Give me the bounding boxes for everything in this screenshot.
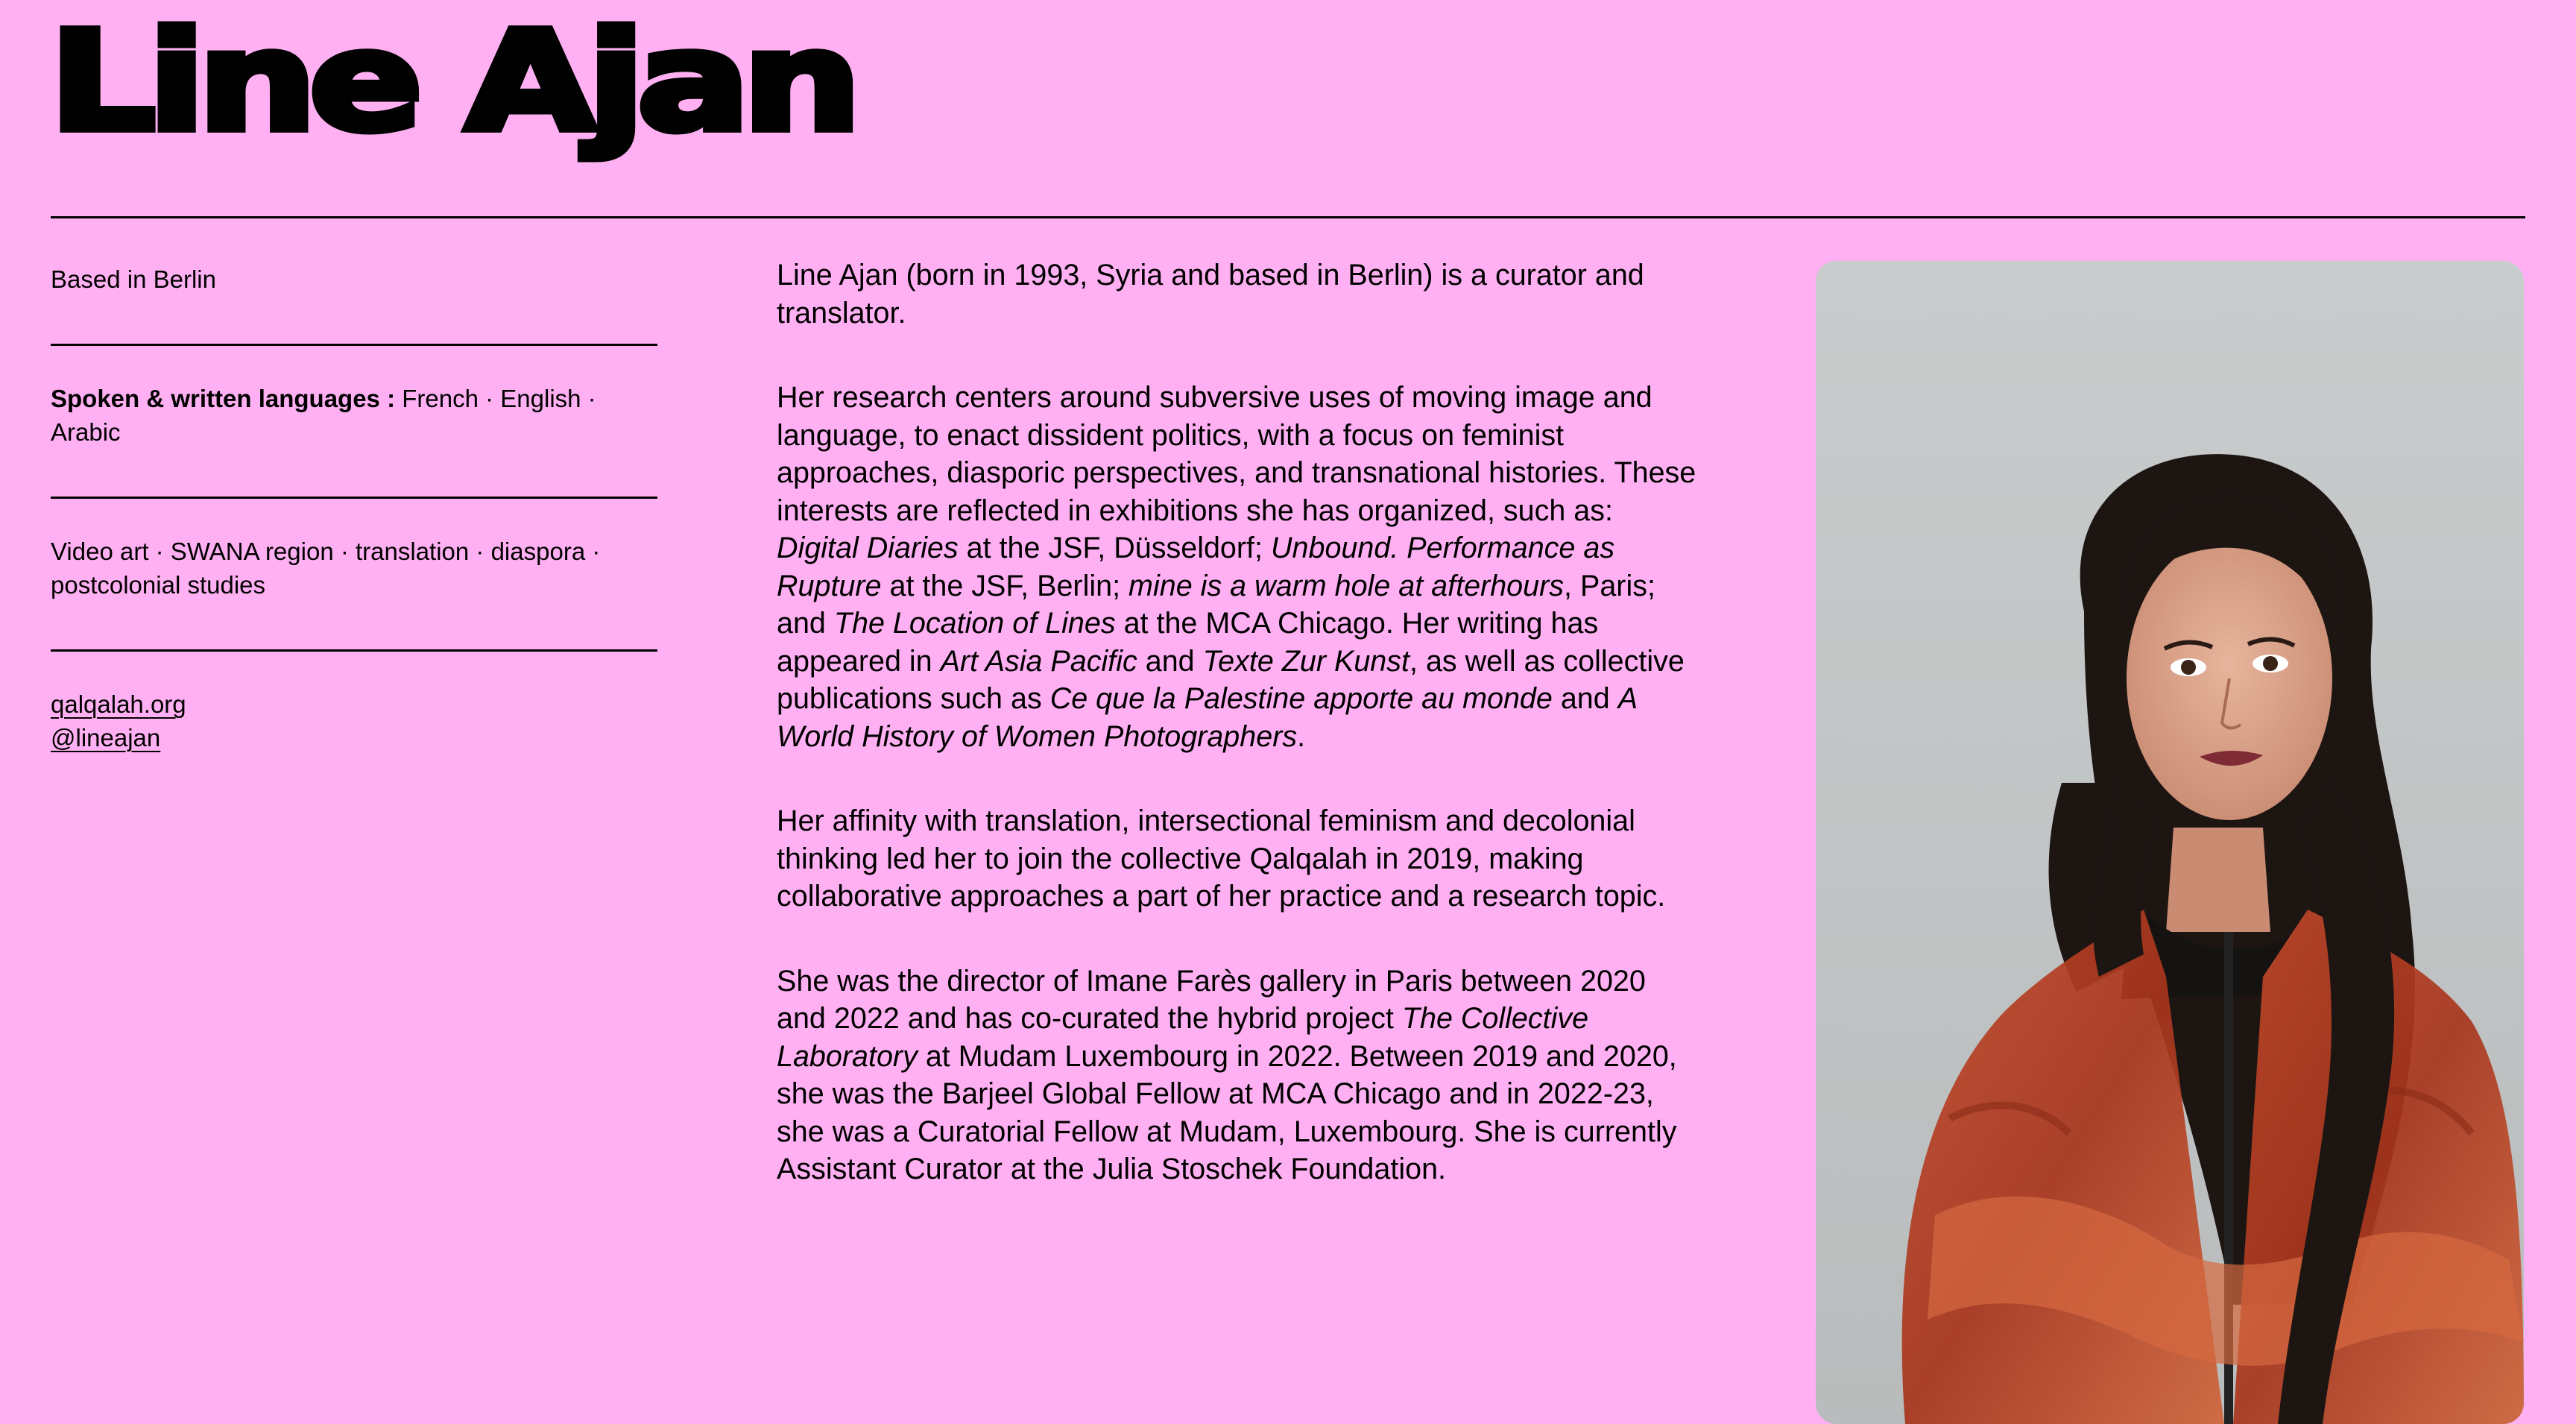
exhibition-title: mine is a warm hole at afterhours: [1128, 569, 1565, 602]
location-text: Based in Berlin: [51, 265, 216, 293]
links-block: [51, 687, 657, 754]
topics-text: Video art · SWANA region · translation · diaspora · postcolonial studies: [51, 538, 601, 599]
bio-text: and: [1552, 682, 1618, 715]
publication-title: Texte Zur Kunst: [1202, 644, 1409, 678]
sidebar: [51, 262, 657, 754]
exhibition-title: Digital Diaries: [777, 532, 959, 564]
bio-paragraph-collective: Her affinity with translation, intersectional feminism and decolonial thinking led her to join the collective Qalqalah in 2019, making collaborative approaches a part of her practice and a research topic.: [777, 804, 1666, 913]
bio-text: She was the director of Imane Farès gallery in Paris between 2020 and 2022 and has co-curated the hybrid project: [777, 964, 1646, 1035]
bio-text: at the MCA Chicago. Her writing has appeared in: [777, 607, 1599, 678]
languages-label: Spoken & written languages :: [51, 385, 396, 412]
portrait-illustration: [1816, 261, 2524, 1424]
bio-text: , Paris; and: [777, 569, 1655, 640]
exhibition-title: The Location of Lines: [833, 607, 1116, 640]
portrait-photo: [1816, 261, 2524, 1424]
qalqalah-link[interactable]: qalqalah.org: [51, 690, 186, 718]
bio-paragraph-research: [777, 379, 1701, 755]
bio: [777, 256, 1701, 1235]
instagram-link[interactable]: @lineajan: [51, 724, 161, 752]
topics-block: [51, 535, 657, 652]
publication-title: Art Asia Pacific: [940, 644, 1137, 678]
bio-text: at the JSF, Düsseldorf;: [958, 532, 1271, 564]
bio-text: .: [1297, 719, 1306, 753]
languages-block: [51, 382, 657, 499]
bio-paragraph-intro: Line Ajan (born in 1993, Syria and based in Berlin) is a curator and translator.: [777, 259, 1644, 330]
project-title: The Collective Laboratory: [777, 1002, 1589, 1073]
publication-title: Ce que la Palestine apporte au monde: [1049, 682, 1553, 715]
bio-text: Her research centers around subversive uses of moving image and language, to enact dissident politics, with a focus on feminist approaches, diasporic perspectives, and transnational histories. These interests are reflected in exhibitions she has organized, such as:: [777, 381, 1696, 527]
publication-title: A World History of Women Photographers: [777, 682, 1637, 753]
bio-text: and: [1137, 644, 1203, 678]
location-block: [51, 262, 657, 346]
bio-text: , as well as collective publications such as: [777, 644, 1685, 715]
bio-text: at Mudam Luxembourg in 2022. Between 2019 and 2020, she was the Barjeel Global Fellow at MCA Chicago and in 2022-23, she was a Curatorial Fellow at Mudam, Luxembourg. She is currently Assistant Curator at the Julia Stoschek Foundation.: [777, 1039, 1677, 1185]
header-divider: [51, 216, 2525, 218]
site-title[interactable]: Line Ajan: [49, 1, 854, 162]
bio-paragraph-career: [777, 963, 1701, 1188]
bio-text: at the JSF, Berlin;: [881, 569, 1129, 602]
languages-value: French · English · Arabic: [51, 385, 596, 446]
exhibition-title: Unbound. Performance as Rupture: [777, 532, 1615, 602]
